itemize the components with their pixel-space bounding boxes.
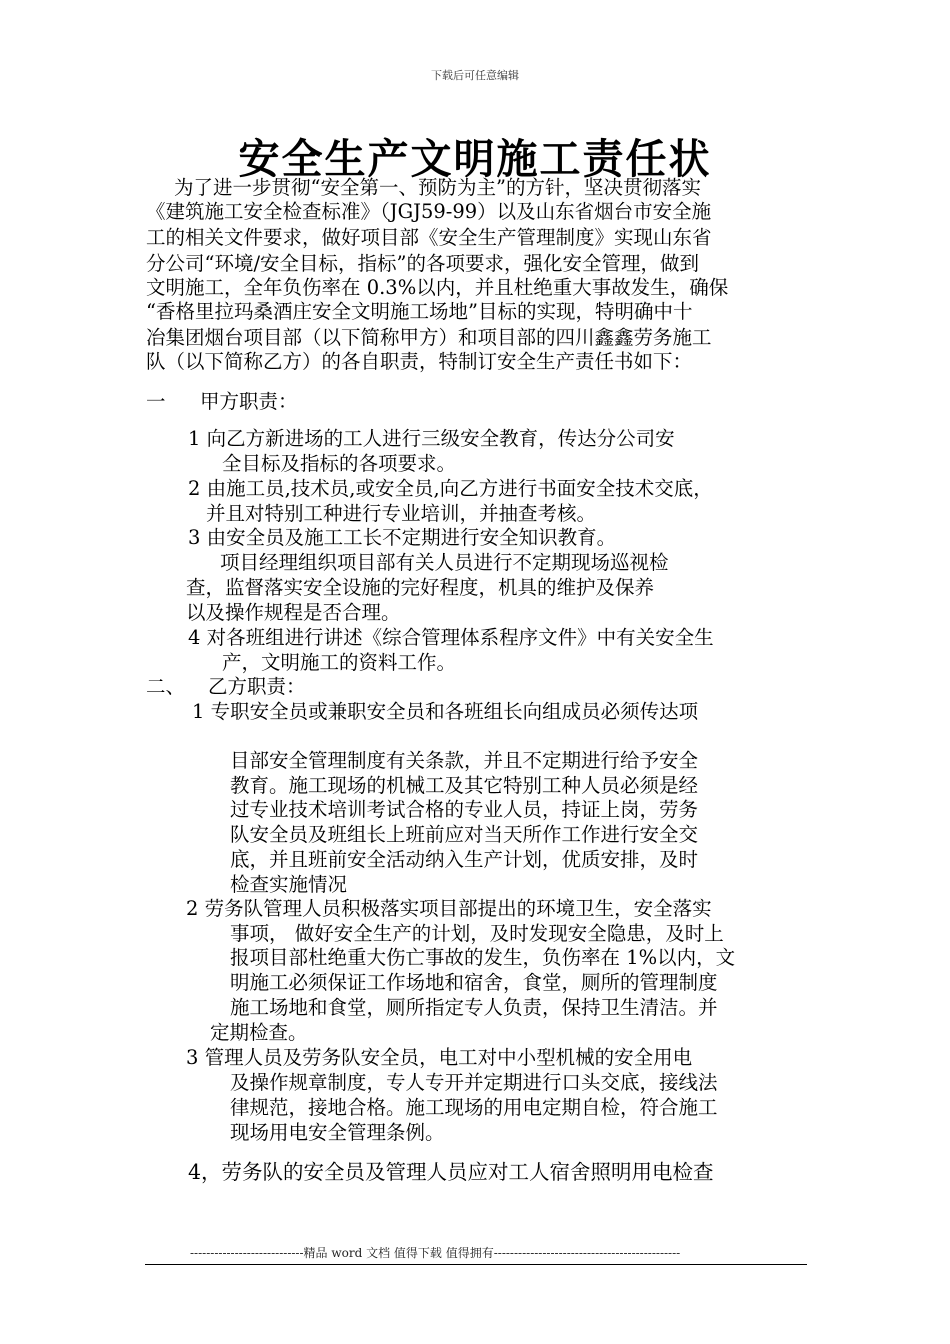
document-title: 安全生产文明施工责任状: [238, 135, 712, 183]
footer-divider: [145, 1264, 807, 1265]
intro-line: 分公司“环境/安全目标，指标”的各项要求，强化安全管理，做到: [146, 252, 700, 275]
section-1-number: 一: [146, 390, 166, 413]
section-2-item-line: 定期检查。: [210, 1021, 308, 1044]
section-2-item-line: 律规范，接地合格。施工现场的用电定期自检，符合施工: [230, 1096, 718, 1119]
section-2-item-line: 4，劳务队的安全员及管理人员应对工人宿舍照明用电检查: [188, 1160, 714, 1184]
section-2-number: 二、: [146, 675, 186, 698]
section-1-item-line: 1 向乙方新进场的工人进行三级安全教育，传达分公司安: [188, 427, 675, 450]
section-2-item-line: 底，并且班前安全活动纳入生产计划，优质安排，及时: [230, 848, 699, 871]
section-2-item-line: 明施工必须保证工作场地和宿舍，食堂，厕所的管理制度: [230, 971, 718, 994]
section-1-item-line: 并且对特别工种进行专业培训，并抽查考核。: [206, 502, 597, 525]
section-2-item-line: 施工场地和食堂，厕所指定专人负责，保持卫生清洁。并: [230, 996, 718, 1019]
section-2-item-line: 过专业技术培训考试合格的专业人员，持证上岗，劳务: [230, 798, 699, 821]
section-2-item-line: 教育。施工现场的机械工及其它特别工种人员必须是经: [230, 774, 699, 797]
intro-line: 为了进一步贯彻“安全第一、预防为主”的方针，坚决贯彻落实: [174, 176, 701, 199]
section-1-heading: 甲方职责：: [200, 390, 298, 413]
section-2-item-line: 报项目部杜绝重大伤亡事故的发生，负伤率在 1%以内，文: [230, 946, 736, 969]
section-1-item-line: 4 对各班组进行讲述《综合管理体系程序文件》中有关安全生: [188, 626, 714, 649]
intro-line: 工的相关文件要求，做好项目部《安全生产管理制度》实现山东省: [146, 226, 712, 249]
section-1-item-line: 3 由安全员及施工工长不定期进行安全知识教育。: [188, 526, 617, 549]
section-1-item-line: 查，监督落实安全设施的完好程度，机具的维护及保养: [186, 576, 655, 599]
intro-line: 文明施工，全年负伤率在 0.3%以内，并且杜绝重大事故发生，确保: [146, 276, 729, 299]
section-2-item-line: 现场用电安全管理条例。: [230, 1121, 445, 1144]
section-2-heading: 乙方职责：: [208, 675, 306, 698]
section-2-item-line: 1 专职安全员或兼职安全员和各班组长向组成员必须传达项: [192, 700, 699, 723]
section-1-item-line: 全目标及指标的各项要求。: [222, 452, 457, 475]
section-2-item-line: 队安全员及班组长上班前应对当天所作工作进行安全交: [230, 823, 699, 846]
section-2-item-line: 3 管理人员及劳务队安全员，电工对中小型机械的安全用电: [186, 1046, 693, 1069]
download-note: 下载后可任意编辑: [431, 69, 519, 82]
section-1-item-line: 2 由施工员,技术员,或安全员,向乙方进行书面安全技术交底，: [188, 477, 713, 500]
section-2-item-line: 及操作规章制度，专人专开并定期进行口头交底，接线法: [230, 1071, 718, 1094]
section-2-item-line: 检查实施情况: [230, 873, 348, 896]
section-2-item-line: 2 劳务队管理人员积极落实项目部提出的环境卫生，安全落实: [186, 897, 712, 920]
section-2-item-line: 事项， 做好安全生产的计划，及时发现安全隐患，及时上: [230, 922, 724, 945]
section-1-item-line: 项目经理组织项目部有关人员进行不定期现场巡视检: [220, 551, 669, 574]
intro-line: 队（以下简称乙方）的各自职责，特制订安全生产责任书如下：: [146, 350, 693, 373]
footer-text: ----------------------------精品 word 文档 值得下载 值得拥有----------------------------------------------: [190, 1246, 681, 1260]
section-1-item-line: 产，文明施工的资料工作。: [222, 651, 457, 674]
intro-line: 冶集团烟台项目部（以下简称甲方）和项目部的四川鑫鑫劳务施工: [146, 326, 712, 349]
section-1-item-line: 以及操作规程是否合理。: [186, 601, 401, 624]
intro-line: 《建筑施工安全检查标准》（JGJ59-99）以及山东省烟台市安全施: [146, 200, 712, 223]
intro-line: “香格里拉玛桑酒庄安全文明施工场地”目标的实现，特明确中十: [146, 300, 693, 323]
section-2-item-line: 目部安全管理制度有关条款，并且不定期进行给予安全: [230, 749, 699, 772]
